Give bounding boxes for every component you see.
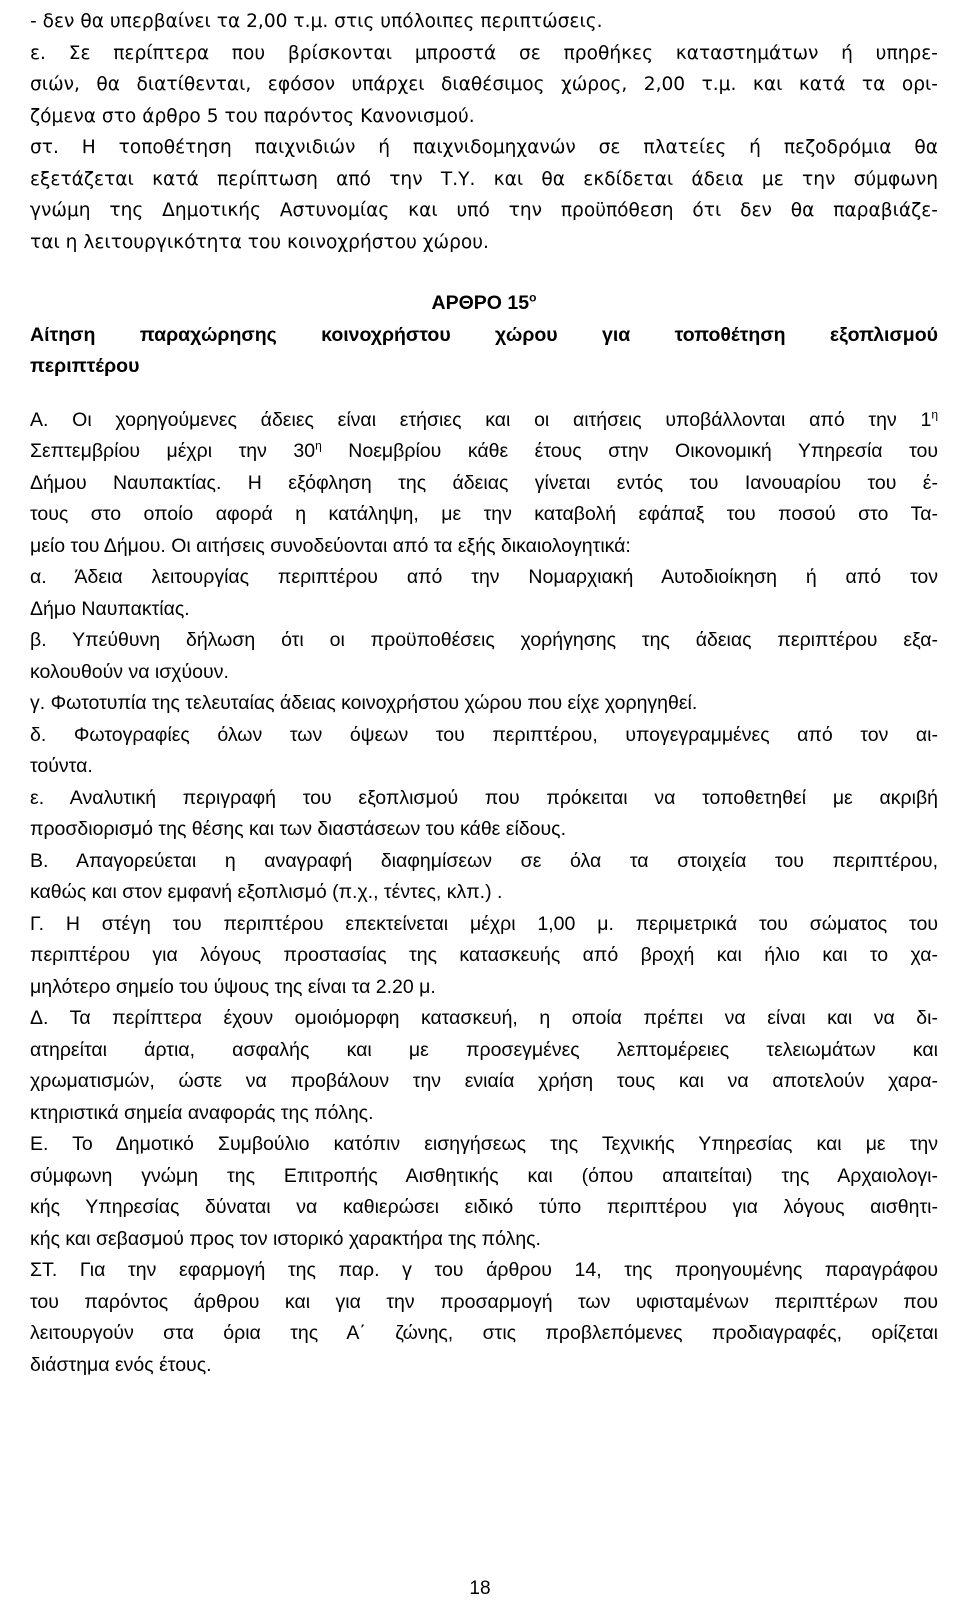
text-line: λειτουργούν στα όρια της Α΄ ζώνης, στις προβλεπόμενες προδιαγραφές, ορίζεται (30, 1322, 938, 1344)
text-line: γ. Φωτοτυπία της τελευταίας άδειας κοινοχρήστου χώρου που είχε χορηγηθεί. (30, 692, 698, 714)
text-line (30, 436, 938, 468)
article-number-superscript: ο (529, 290, 537, 305)
page-number: 18 (469, 1578, 491, 1599)
text-line: διάστημα ενός έτους. (30, 1353, 212, 1376)
text-line: κής και σεβασμού προς τον ιστορικό χαρακτήρα της πόλης. (30, 1227, 541, 1250)
text-line: ζόμενα στο άρθρο 5 του παρόντος Κανονισμού. (30, 105, 475, 127)
text-line: β. Υπεύθυνη δήλωση ότι οι προϋποθέσεις χορήγησης της άδειας περιπτέρου εξα- (30, 629, 938, 651)
text-line: δ. Φωτογραφίες όλων των όψεων του περιπτέρου, υπογεγραμμένες από τον αι- (30, 723, 938, 746)
text-line: κολουθούν να ισχύουν. (30, 660, 229, 683)
text-line: του παρόντος άρθρου και για την προσαρμογή των υφισταμένων περιπτέρων που (30, 1290, 938, 1313)
text-line: τους στο οποίο αφορά η κατάληψη, με την καταβολή εφάπαξ του ποσού στο Τα- (30, 503, 938, 525)
text-line: προσδιορισμό της θέσης και των διαστάσεων του κάθε είδους. (30, 818, 566, 840)
ordinal-superscript: η (931, 407, 938, 421)
text-line: ε. Αναλυτική περιγραφή του εξοπλισμού που πρόκειται να τοποθετηθεί με ακριβή (30, 786, 938, 809)
text-line: στ. Η τοποθέτηση παιχνιδιών ή παιχνιδομηχανών σε πλατείες ή πεζοδρόμια θα (30, 137, 938, 158)
text-line: εξετάζεται κατά περίπτωση από την Τ.Υ. και θα εκδίδεται άδεια με την σύμφωνη (30, 168, 938, 190)
paragraph-a-continued: Νοεμβρίου κάθε έτους στην Οικονομική Υπηρεσία του (321, 440, 938, 462)
document-page (30, 6, 938, 1381)
text-line: καθώς και στον εμφανή εξοπλισμό (π.χ., τέντες, κλπ.) . (30, 881, 503, 903)
text-line: ατηρείται άρτια, ασφαλής και με προσεγμένες λεπτομέρειες τελειωμάτων και (30, 1038, 938, 1061)
text-line: ται η λειτουργικότητα του κοινοχρήστου χώρου. (30, 231, 489, 253)
text-line: Β. Απαγορεύεται η αναγραφή διαφημίσεων σε όλα τα στοιχεία του περιπτέρου, (30, 849, 938, 872)
article-title-continued: περιπτέρου (30, 355, 140, 377)
article-title: Αίτηση παραχώρησης κοινοχρήστου χώρου για τοποθέτηση εξοπλισμού (30, 323, 938, 346)
text-line: μηλότερο σημείο του ύψους της είναι τα 2.20 μ. (30, 975, 436, 998)
text-line: περιπτέρου για λόγους προστασίας της κατασκευής από βροχή και ήλιο και το χα- (30, 944, 938, 966)
text-line: Δήμου Ναυπακτίας. Η εξόφληση της άδειας γίνεται εντός του Ιανουαρίου του έ- (30, 471, 938, 494)
text-line: Δήμο Ναυπακτίας. (30, 597, 190, 620)
text-line: μείο του Δήμου. Οι αιτήσεις συνοδεύονται από τα εξής δικαιολογητικά: (30, 534, 631, 557)
text-line: - δεν θα υπερβαίνει τα 2,00 τ.μ. στις υπόλοιπες περιπτώσεις. (30, 11, 603, 32)
text-line: ΣΤ. Για την εφαρμογή της παρ. γ του άρθρου 14, της προηγουμένης παραγράφου (30, 1259, 938, 1281)
text-line: ε. Σε περίπτερα που βρίσκονται μπροστά σε προθήκες καταστημάτων ή υπηρε- (30, 42, 938, 64)
text-line: Γ. Η στέγη του περιπτέρου επεκτείνεται μέχρι 1,00 μ. περιμετρικά του σώματος του (30, 912, 938, 935)
text-line: κτηριστικά σημεία αναφοράς της πόλης. (30, 1101, 374, 1124)
previous-article-text (30, 6, 938, 258)
text-line (30, 405, 938, 437)
paragraph-a-date: Σεπτεμβρίου μέχρι την 30 (30, 440, 316, 462)
paragraph-a-start: Α. Οι χορηγούμενες άδειες είναι ετήσιες και οι αιτήσεις υποβάλλονται από την 1 (30, 408, 932, 431)
text-line: τούντα. (30, 755, 93, 777)
text-line: α. Άδεια λειτουργίας περιπτέρου από την Νομαρχιακή Αυτοδιοίκηση ή από τον (30, 566, 938, 588)
text-line: γνώμη της Δημοτικής Αστυνομίας και υπό την προϋπόθεση ότι δεν θα παραβιάζε- (30, 200, 938, 221)
ordinal-superscript: η (315, 438, 322, 453)
text-line: κής Υπηρεσίας δύναται να καθιερώσει ειδικό τύπο περιπτέρου για λόγους αισθητι- (30, 1196, 938, 1218)
text-line: Δ. Τα περίπτερα έχουν ομοιόμορφη κατασκευή, η οποία πρέπει να είναι και να δι- (30, 1007, 938, 1029)
text-line: Ε. Το Δημοτικό Συμβούλιο κατόπιν εισηγήσεως της Τεχνικής Υπηρεσίας και με την (30, 1133, 938, 1155)
article-number-text: ΑΡΘΡΟ 15 (431, 292, 530, 314)
article-number (30, 288, 938, 320)
article-body (30, 405, 938, 1382)
text-line: σιών, θα διατίθενται, εφόσον υπάρχει διαθέσιμος χώρος, 2,00 τ.μ. και κατά τα ορι- (30, 74, 938, 95)
text-line: χρωματισμών, ώστε να προβάλουν την ενιαία χρήση τους και να αποτελούν χαρα- (30, 1070, 938, 1092)
text-line: σύμφωνη γνώμη της Επιτροπής Αισθητικής και (όπου απαιτείται) της Αρχαιολογι- (30, 1164, 938, 1187)
